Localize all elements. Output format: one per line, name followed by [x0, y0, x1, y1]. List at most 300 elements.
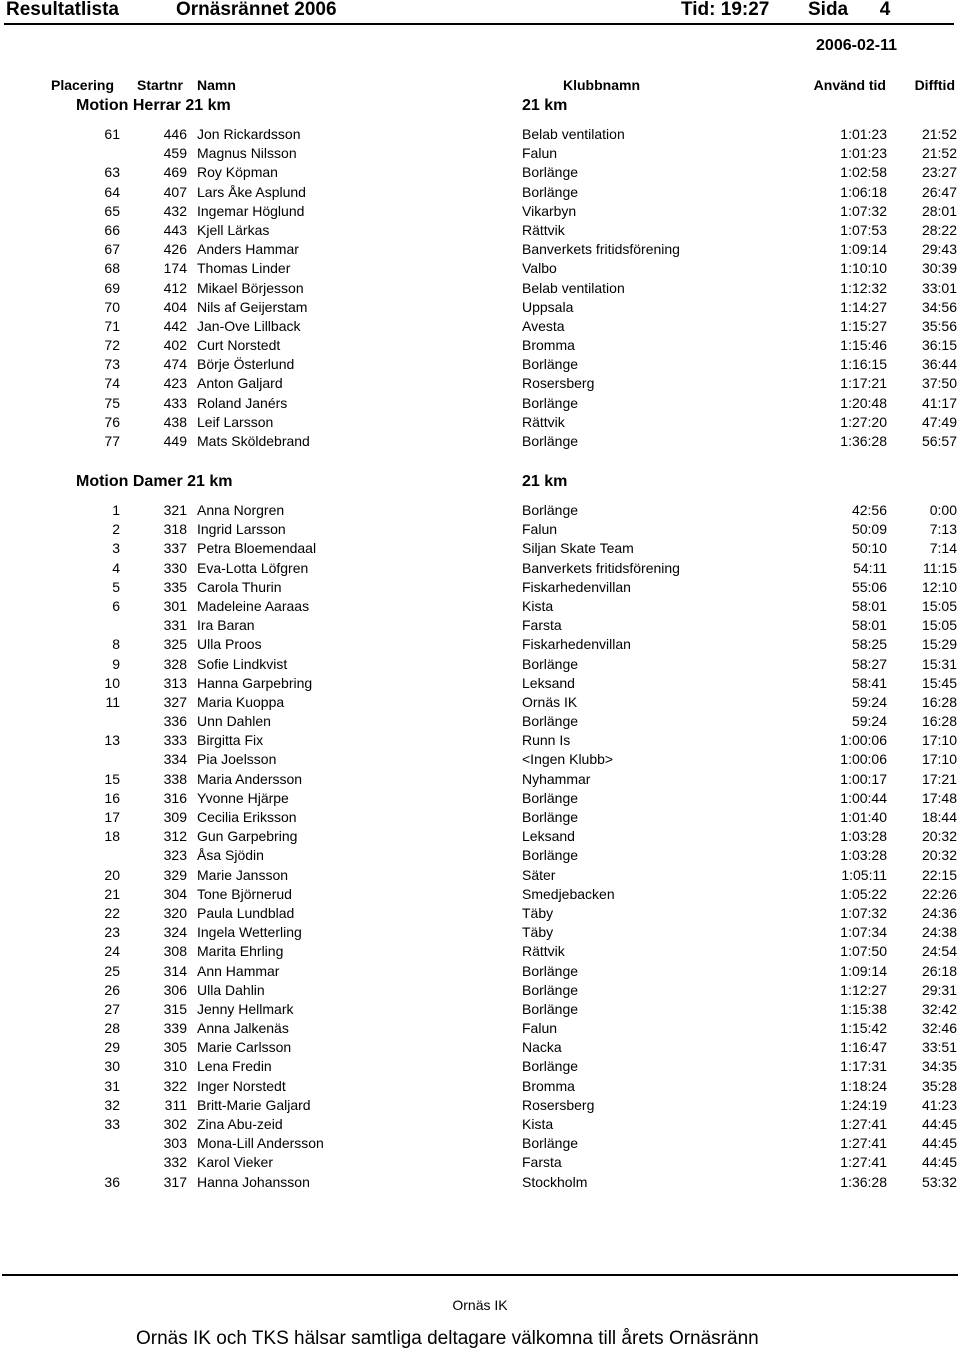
result-row: [0, 1038, 960, 1057]
result-diff: 35:56: [921, 317, 957, 334]
result-place: 67: [104, 241, 120, 258]
result-diff: 21:52: [921, 126, 957, 142]
result-row: [0, 866, 960, 885]
result-club: Fiskarhedenvillan: [522, 636, 631, 653]
result-start-number: 331: [163, 617, 187, 634]
result-name: Zina Abu-zeid: [197, 1116, 283, 1132]
result-time: 50:09: [851, 521, 887, 538]
result-row: [0, 1173, 960, 1192]
result-name: Yvonne Hjärpe: [197, 789, 289, 806]
result-diff: 17:48: [921, 789, 957, 806]
result-diff: 15:29: [921, 636, 957, 653]
result-place: 64: [104, 183, 120, 200]
result-club: Rättvik: [522, 413, 565, 430]
result-start-number: 336: [163, 713, 187, 730]
result-club: Falun: [522, 521, 558, 538]
result-club: Rättvik: [522, 943, 565, 960]
result-row: [0, 125, 960, 144]
result-club: Valbo: [522, 260, 557, 277]
result-diff: 24:36: [921, 904, 957, 921]
result-place: 61: [104, 126, 120, 142]
result-time: 1:09:14: [840, 962, 887, 979]
result-name: Marie Carlsson: [197, 1039, 292, 1056]
result-diff: 23:27: [921, 164, 957, 181]
result-row: [0, 923, 960, 942]
result-row: [0, 374, 960, 393]
result-name: Kjell Lärkas: [197, 221, 270, 238]
result-club: Kista: [522, 597, 554, 614]
result-time: 1:07:34: [840, 924, 887, 941]
result-name: Hanna Garpebring: [197, 674, 313, 691]
result-place: 30: [104, 1058, 120, 1075]
result-place: 73: [104, 356, 120, 373]
result-diff: 15:31: [921, 655, 957, 672]
result-name: Tone Björnerud: [197, 885, 292, 902]
column-header-placering: Placering: [51, 77, 115, 93]
result-row: [0, 962, 960, 981]
result-name: Mats Sköldebrand: [197, 433, 310, 449]
result-time: 1:00:06: [840, 751, 887, 768]
result-club: Borlänge: [522, 981, 579, 998]
result-club: Leksand: [522, 674, 575, 691]
result-start-number: 314: [163, 962, 187, 979]
result-start-number: 330: [163, 559, 187, 576]
result-name: Unn Dahlen: [197, 713, 271, 730]
result-start-number: 433: [163, 394, 187, 411]
result-place: 3: [112, 540, 120, 557]
result-time: 1:07:32: [840, 904, 887, 921]
result-time: 1:01:40: [840, 809, 887, 825]
result-club: Falun: [522, 1020, 558, 1037]
result-place: 28: [104, 1020, 120, 1037]
result-start-number: 310: [163, 1058, 187, 1075]
result-time: 54:11: [853, 559, 887, 576]
result-club: Bromma: [522, 1077, 575, 1094]
page-number: Sida 4: [808, 0, 891, 20]
result-club: Borlänge: [522, 655, 579, 672]
result-diff: 28:01: [921, 202, 957, 219]
result-start-number: 338: [163, 770, 187, 787]
result-name: Börje Österlund: [197, 356, 295, 373]
result-place: 15: [104, 770, 120, 787]
result-place: 13: [104, 732, 120, 749]
result-diff: 44:45: [921, 1154, 957, 1171]
result-name: Anders Hammar: [197, 241, 299, 258]
header-rule: [4, 23, 954, 25]
result-start-number: 303: [163, 1135, 187, 1152]
result-place: 68: [104, 260, 120, 277]
result-name: Madeleine Aaraas: [197, 597, 310, 614]
section-distance: 21 km: [522, 473, 568, 490]
result-club: Siljan Skate Team: [522, 540, 634, 557]
result-name: Ulla Proos: [197, 636, 262, 653]
result-diff: 0:00: [929, 502, 957, 518]
result-club: Rosersberg: [522, 375, 595, 392]
result-diff: 33:51: [921, 1039, 957, 1056]
result-club: Banverkets fritidsförening: [522, 559, 680, 576]
result-name: Maria Andersson: [197, 770, 303, 787]
result-place: 76: [104, 413, 120, 430]
result-diff: 15:45: [921, 674, 957, 691]
result-club: Nyhammar: [522, 770, 591, 787]
result-start-number: 332: [163, 1154, 187, 1171]
result-diff: 17:21: [921, 770, 957, 787]
result-name: Cecilia Eriksson: [197, 809, 297, 825]
result-row: [0, 559, 960, 578]
result-start-number: 323: [163, 847, 187, 864]
result-name: Lena Fredin: [197, 1058, 272, 1075]
result-time: 1:12:27: [840, 981, 887, 998]
result-diff: 16:28: [921, 693, 957, 710]
result-time: 1:17:31: [840, 1058, 887, 1075]
result-place: 18: [104, 828, 120, 845]
result-club: Borlänge: [522, 164, 579, 181]
result-place: 20: [104, 866, 120, 883]
result-diff: 41:23: [921, 1096, 957, 1113]
column-header-startnr: Startnr: [137, 77, 183, 93]
result-club: Borlänge: [522, 394, 579, 411]
result-name: Eva-Lotta Löfgren: [197, 559, 309, 576]
result-row: [0, 789, 960, 808]
result-name: Roy Köpman: [197, 164, 278, 181]
result-row: [0, 1000, 960, 1019]
result-time: 1:15:27: [840, 317, 887, 334]
result-row: [0, 1077, 960, 1096]
result-time: 1:02:58: [840, 164, 887, 181]
result-start-number: 327: [163, 693, 187, 710]
result-row: [0, 221, 960, 240]
result-row: [0, 520, 960, 539]
result-diff: 22:26: [921, 885, 957, 902]
result-diff: 33:01: [921, 279, 957, 296]
result-club: Belab ventilation: [522, 279, 625, 296]
result-row: [0, 1057, 960, 1076]
result-time: 1:36:28: [840, 1173, 887, 1190]
result-time: 1:07:50: [840, 943, 887, 960]
result-name: Thomas Linder: [197, 260, 291, 277]
result-row: [0, 240, 960, 259]
result-diff: 11:15: [923, 559, 957, 576]
result-start-number: 412: [163, 279, 187, 296]
result-diff: 18:44: [921, 809, 957, 825]
result-start-number: 318: [163, 521, 187, 538]
result-start-number: 316: [163, 789, 187, 806]
result-time: 42:56: [851, 502, 887, 518]
result-diff: 32:46: [921, 1020, 957, 1037]
result-row: [0, 942, 960, 961]
result-place: 36: [104, 1173, 120, 1190]
result-diff: 36:44: [921, 356, 957, 373]
result-place: 23: [104, 924, 120, 941]
result-place: 32: [104, 1096, 120, 1113]
result-diff: 24:54: [921, 943, 957, 960]
result-diff: 15:05: [921, 597, 957, 614]
result-row: [0, 578, 960, 597]
result-row: [0, 635, 960, 654]
result-club: Borlänge: [522, 502, 579, 518]
result-name: Karol Vieker: [197, 1154, 274, 1171]
result-start-number: 306: [163, 981, 187, 998]
result-name: Ingrid Larsson: [197, 521, 286, 538]
result-time: 58:01: [851, 617, 887, 634]
result-name: Anna Norgren: [197, 502, 285, 518]
result-time: 1:05:22: [840, 885, 887, 902]
result-time: 1:01:23: [840, 145, 887, 162]
result-club: Borlänge: [522, 433, 579, 449]
result-row: [0, 298, 960, 317]
result-name: Ulla Dahlin: [197, 981, 265, 998]
result-club: Kista: [522, 1116, 554, 1132]
result-time: 1:20:48: [840, 394, 887, 411]
result-time: 1:01:23: [840, 126, 887, 142]
result-name: Ira Baran: [197, 617, 255, 634]
result-name: Gun Garpebring: [197, 828, 298, 845]
result-diff: 30:39: [921, 260, 957, 277]
result-name: Marie Jansson: [197, 866, 289, 883]
result-diff: 7:14: [929, 540, 957, 557]
result-start-number: 432: [163, 202, 187, 219]
result-row: [0, 317, 960, 336]
result-club: Farsta: [522, 617, 562, 634]
footer-message: Ornäs IK och TKS hälsar samtliga deltagare välkomna till årets Ornäsränn: [136, 1328, 759, 1349]
result-row: [0, 1153, 960, 1172]
result-start-number: 309: [163, 809, 187, 825]
result-time: 59:24: [851, 693, 887, 710]
result-name: Roland Janérs: [197, 394, 288, 411]
result-diff: 29:43: [921, 241, 957, 258]
result-start-number: 459: [163, 145, 187, 162]
result-name: Birgitta Fix: [197, 732, 264, 749]
result-diff: 21:52: [921, 145, 957, 162]
result-start-number: 339: [163, 1020, 187, 1037]
result-place: 63: [104, 164, 120, 181]
result-time: 1:15:42: [840, 1020, 887, 1037]
result-row: [0, 674, 960, 693]
result-place: 29: [104, 1039, 120, 1056]
result-start-number: 308: [163, 943, 187, 960]
result-row: [0, 163, 960, 182]
result-place: 74: [104, 375, 120, 392]
result-name: Anton Galjard: [197, 375, 283, 392]
result-diff: 34:56: [921, 298, 957, 315]
section-title: Motion Herrar 21 km: [76, 97, 231, 114]
result-club: Rättvik: [522, 221, 565, 238]
result-time: 1:27:20: [840, 413, 887, 430]
results-list: [0, 125, 960, 451]
result-club: Ornäs IK: [522, 693, 578, 710]
column-header-anvand-tid: Använd tid: [813, 77, 886, 93]
result-row: [0, 693, 960, 712]
result-diff: 34:35: [921, 1058, 957, 1075]
result-name: Ann Hammar: [197, 962, 280, 979]
result-diff: 28:22: [921, 221, 957, 238]
result-start-number: 474: [163, 356, 187, 373]
result-time: 1:27:41: [840, 1116, 887, 1132]
result-place: 72: [104, 337, 120, 354]
result-place: 6: [112, 597, 120, 614]
result-start-number: 315: [163, 1000, 187, 1017]
result-name: Inger Norstedt: [197, 1077, 286, 1094]
result-row: [0, 144, 960, 163]
result-time: 1:24:19: [840, 1096, 887, 1113]
result-name: Anna Jalkenäs: [197, 1020, 289, 1037]
result-start-number: 404: [163, 298, 187, 315]
result-place: 70: [104, 298, 120, 315]
result-start-number: 302: [163, 1116, 187, 1132]
result-time: 58:25: [851, 636, 887, 653]
result-time: 1:00:06: [840, 732, 887, 749]
result-start-number: 311: [164, 1096, 187, 1113]
result-place: 71: [104, 317, 120, 334]
result-row: [0, 279, 960, 298]
result-diff: 37:50: [921, 375, 957, 392]
result-row: [0, 712, 960, 731]
result-row: [0, 981, 960, 1000]
result-name: Pia Joelsson: [197, 751, 277, 768]
race-date: 2006-02-11: [816, 37, 897, 54]
result-diff: 36:15: [921, 337, 957, 354]
result-name: Leif Larsson: [197, 413, 274, 430]
result-time: 1:27:41: [840, 1135, 887, 1152]
result-club: Banverkets fritidsförening: [522, 241, 680, 258]
result-start-number: 469: [163, 164, 187, 181]
result-club: Säter: [522, 866, 556, 883]
result-diff: 44:45: [921, 1135, 957, 1152]
result-club: Täby: [522, 904, 554, 921]
result-time: 1:17:21: [840, 375, 887, 392]
result-club: Täby: [522, 924, 554, 941]
event-name: Ornäsrännet 2006: [176, 0, 337, 20]
result-time: 1:16:15: [840, 356, 887, 373]
result-time: 1:00:44: [840, 789, 887, 806]
result-row: [0, 202, 960, 221]
result-row: [0, 616, 960, 635]
result-place: 33: [104, 1116, 120, 1132]
result-start-number: 301: [163, 597, 187, 614]
result-club: Falun: [522, 145, 558, 162]
result-place: 11: [105, 693, 120, 710]
result-start-number: 324: [163, 924, 187, 941]
result-place: 17: [104, 809, 120, 825]
result-club: Avesta: [522, 317, 565, 334]
result-start-number: 337: [163, 540, 187, 557]
result-club: Smedjebacken: [522, 885, 615, 902]
result-start-number: 426: [163, 241, 187, 258]
result-club: Uppsala: [522, 298, 574, 315]
result-place: 25: [104, 962, 120, 979]
result-name: Mikael Börjesson: [197, 279, 304, 296]
result-diff: 16:28: [921, 713, 957, 730]
result-time: 1:16:47: [840, 1039, 887, 1056]
result-row: [0, 597, 960, 616]
result-start-number: 304: [163, 885, 187, 902]
result-time: 59:24: [851, 713, 887, 730]
result-start-number: 446: [163, 126, 187, 142]
result-start-number: 449: [163, 433, 187, 449]
result-time: 1:27:41: [840, 1154, 887, 1171]
result-start-number: 313: [163, 674, 187, 691]
result-time: 58:27: [851, 655, 887, 672]
result-name: Jan-Ove Lillback: [197, 317, 301, 334]
result-row: [0, 1096, 960, 1115]
result-row: [0, 750, 960, 769]
result-row: [0, 432, 960, 451]
print-time: Tid: 19:27: [681, 0, 770, 20]
result-place: 2: [112, 521, 120, 538]
result-start-number: 402: [163, 337, 187, 354]
result-start-number: 423: [163, 375, 187, 392]
result-club: Borlänge: [522, 809, 579, 825]
result-start-number: 305: [163, 1039, 187, 1056]
results-list: [0, 501, 960, 1192]
result-club: Leksand: [522, 828, 575, 845]
result-start-number: 328: [163, 655, 187, 672]
result-diff: 35:28: [921, 1077, 957, 1094]
result-time: 1:03:28: [840, 828, 887, 845]
result-row: [0, 731, 960, 750]
result-club: Rosersberg: [522, 1096, 595, 1113]
document-title: Resultatlista: [6, 0, 119, 20]
section-title: Motion Damer 21 km: [76, 473, 233, 490]
result-place: 31: [104, 1077, 120, 1094]
result-time: 1:07:53: [840, 221, 887, 238]
column-header-difftid: Difftid: [914, 77, 955, 93]
result-diff: 12:10: [921, 578, 957, 595]
result-diff: 20:32: [921, 847, 957, 864]
result-place: 8: [112, 636, 120, 653]
result-row: [0, 885, 960, 904]
section-distance: 21 km: [522, 97, 568, 114]
result-diff: 15:05: [921, 617, 957, 634]
result-time: 1:15:46: [840, 337, 887, 354]
result-name: Ingemar Höglund: [197, 202, 305, 219]
result-row: [0, 259, 960, 278]
result-name: Britt-Marie Galjard: [197, 1096, 311, 1113]
result-start-number: 442: [163, 317, 187, 334]
result-row: [0, 501, 960, 520]
result-row: [0, 355, 960, 374]
result-row: [0, 846, 960, 865]
result-diff: 7:13: [929, 521, 957, 538]
result-place: 5: [112, 578, 120, 595]
result-row: [0, 413, 960, 432]
result-club: Borlänge: [522, 183, 579, 200]
result-place: 21: [104, 885, 120, 902]
result-row: [0, 904, 960, 923]
result-club: Borlänge: [522, 1058, 579, 1075]
result-time: 1:06:18: [840, 183, 887, 200]
result-place: 69: [104, 279, 120, 296]
result-time: 1:00:17: [840, 770, 887, 787]
result-time: 1:12:32: [840, 279, 887, 296]
result-name: Hanna Johansson: [197, 1173, 310, 1190]
result-club: Fiskarhedenvillan: [522, 578, 631, 595]
result-start-number: 438: [163, 413, 187, 430]
result-start-number: 329: [163, 866, 187, 883]
result-place: 22: [104, 904, 120, 921]
result-start-number: 334: [163, 751, 187, 768]
result-club: Stockholm: [522, 1173, 588, 1190]
result-club: Vikarbyn: [522, 202, 577, 219]
result-club: Borlänge: [522, 713, 579, 730]
result-place: 65: [104, 202, 120, 219]
result-time: 1:05:11: [841, 866, 887, 883]
result-place: 75: [104, 394, 120, 411]
result-diff: 41:17: [921, 394, 957, 411]
result-time: 1:10:10: [840, 260, 887, 277]
result-club: Borlänge: [522, 847, 579, 864]
result-start-number: 443: [163, 221, 187, 238]
